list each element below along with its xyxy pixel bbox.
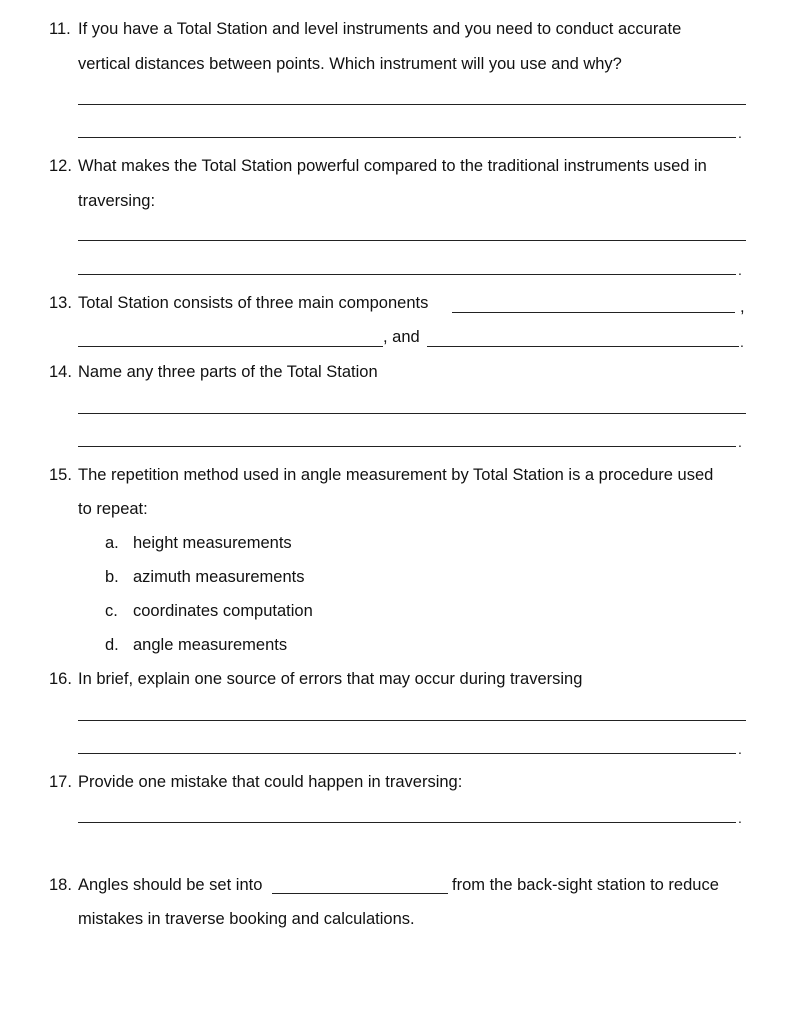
comma: ,: [740, 298, 745, 316]
line-period: .: [738, 741, 742, 757]
answer-line[interactable]: [78, 822, 736, 823]
option-text[interactable]: angle measurements: [133, 636, 288, 654]
line-period: .: [740, 334, 744, 350]
answer-line[interactable]: [78, 720, 746, 721]
option-text[interactable]: azimuth measurements: [133, 568, 305, 586]
answer-line[interactable]: [78, 104, 746, 105]
question-text: Angles should be set into: [78, 876, 263, 894]
answer-line[interactable]: [272, 893, 448, 894]
question-number: 13.: [49, 294, 72, 312]
question-text: What makes the Total Station powerful compared to the traditional instruments used in: [78, 157, 707, 175]
connector-and: , and: [383, 328, 420, 346]
question-number: 11.: [49, 20, 71, 38]
question-text: to repeat:: [78, 500, 148, 518]
answer-line[interactable]: [78, 413, 746, 414]
question-text: mistakes in traverse booking and calculations.: [78, 910, 415, 928]
question-text: Total Station consists of three main components: [78, 294, 429, 312]
question-text: vertical distances between points. Which instrument will you use and why?: [78, 55, 622, 73]
answer-line-component-3[interactable]: [427, 346, 739, 347]
question-number: 14.: [49, 363, 72, 381]
option-text[interactable]: height measurements: [133, 534, 292, 552]
answer-line-component-1[interactable]: [452, 312, 735, 313]
answer-line[interactable]: [78, 446, 736, 447]
line-period: .: [738, 262, 742, 278]
option-letter: d.: [105, 636, 119, 654]
answer-line[interactable]: [78, 240, 746, 241]
question-number: 18.: [49, 876, 72, 894]
question-text: In brief, explain one source of errors that may occur during traversing: [78, 670, 583, 688]
question-text: The repetition method used in angle measurement by Total Station is a procedure used: [78, 466, 714, 484]
option-letter: a.: [105, 534, 119, 552]
line-period: .: [738, 810, 742, 826]
answer-line[interactable]: [78, 137, 736, 138]
question-number: 12.: [49, 157, 72, 175]
question-text: traversing:: [78, 192, 156, 210]
question-number: 16.: [49, 670, 72, 688]
line-period: .: [738, 125, 742, 141]
question-number: 15.: [49, 466, 72, 484]
question-text: If you have a Total Station and level instruments and you need to conduct accurate: [78, 20, 682, 38]
question-text: Name any three parts of the Total Station: [78, 363, 378, 381]
answer-line[interactable]: [78, 274, 736, 275]
answer-line-component-2[interactable]: [78, 346, 383, 347]
answer-line[interactable]: [78, 753, 736, 754]
question-text: from the back-sight station to reduce: [452, 876, 719, 894]
option-text[interactable]: coordinates computation: [133, 602, 313, 620]
question-number: 17.: [49, 773, 72, 791]
question-text: Provide one mistake that could happen in traversing:: [78, 773, 463, 791]
line-period: .: [738, 434, 742, 450]
option-letter: c.: [105, 602, 118, 620]
option-letter: b.: [105, 568, 119, 586]
